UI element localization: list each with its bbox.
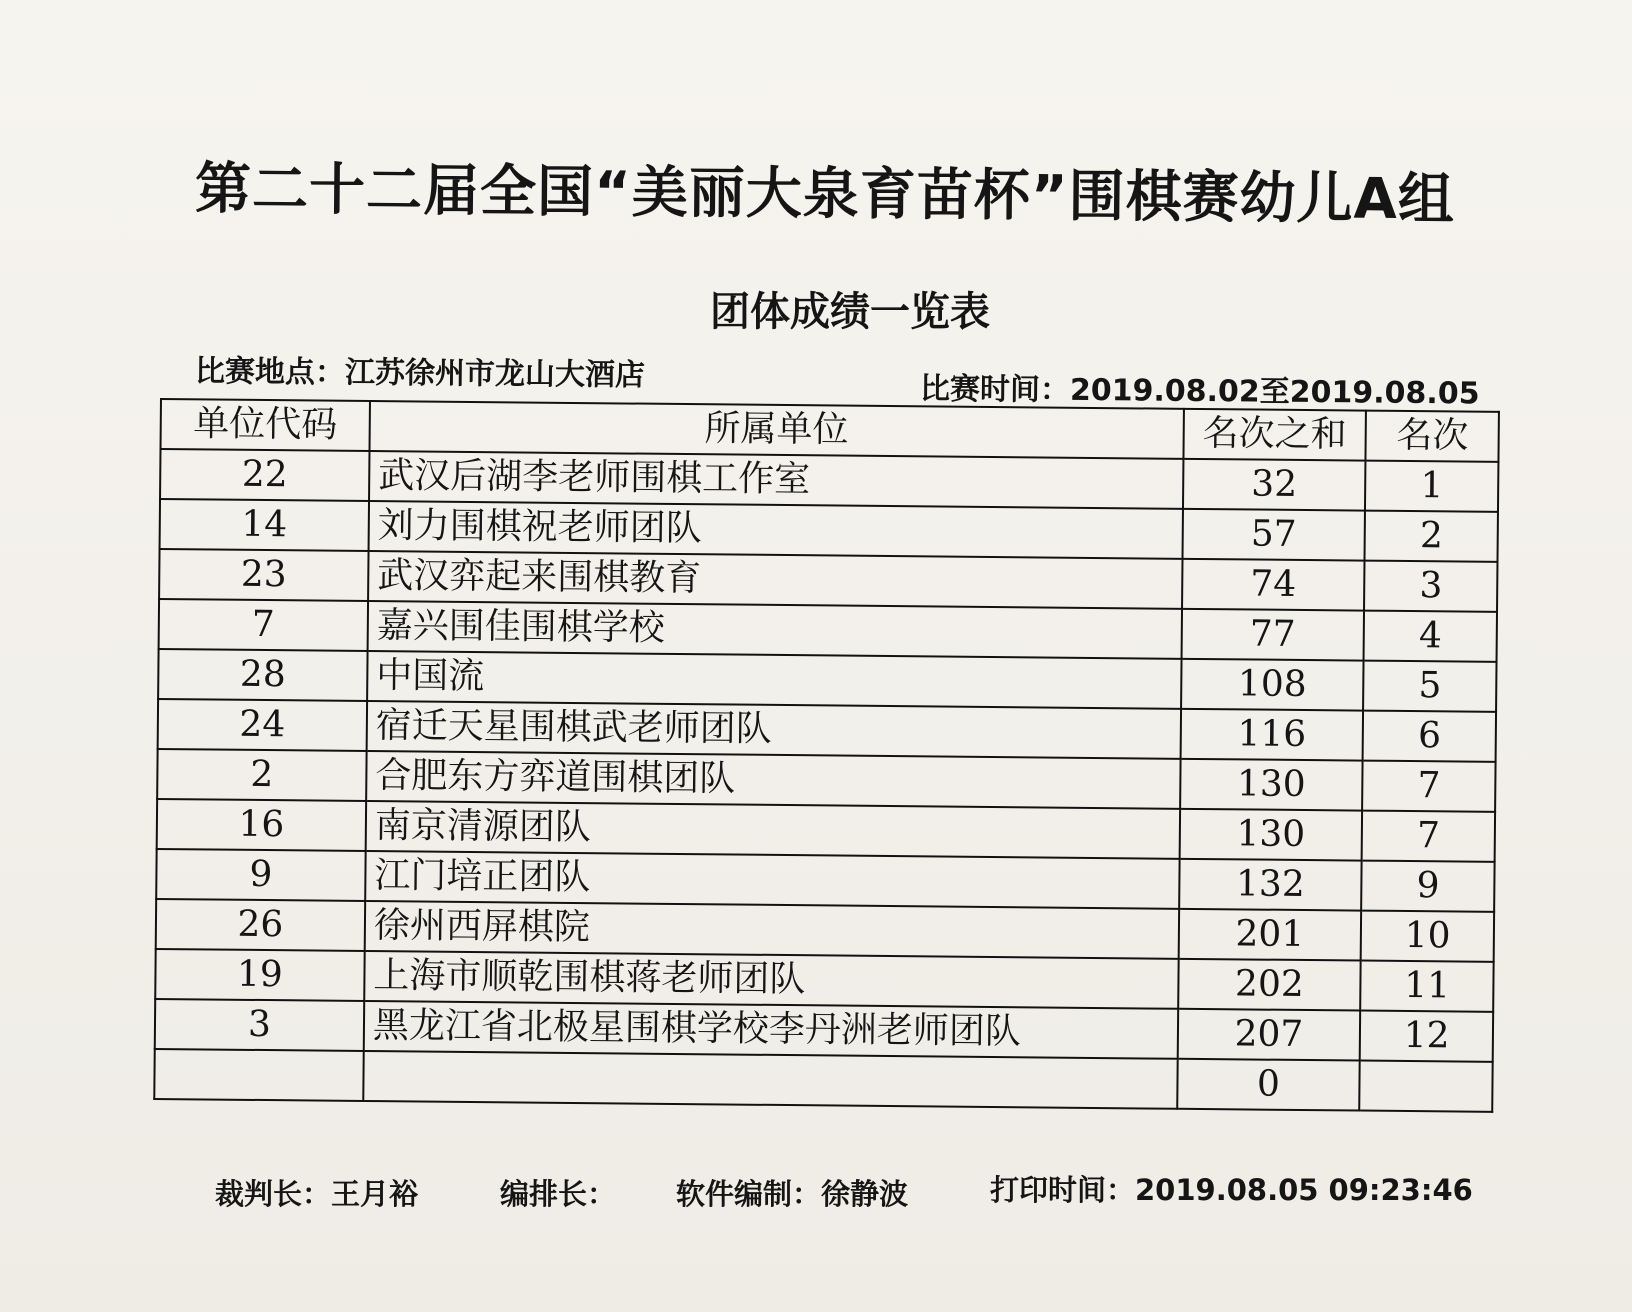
header-code: 单位代码 [161,399,370,451]
cell-rank-sum: 77 [1181,609,1364,661]
cell-unit: 江门培正团队 [365,851,1179,909]
cell-code: 2 [157,749,366,801]
cell-unit: 合肥东方弈道围棋团队 [366,751,1180,809]
cell-code: 26 [156,899,365,951]
cell-code: 19 [155,949,364,1001]
footer-print-time: 打印时间：2019.08.05 09:23:46 [990,1173,1473,1207]
cell-rank: 9 [1362,861,1495,912]
cell-unit: 中国流 [367,651,1181,709]
cell-rank: 7 [1362,761,1495,812]
cell-code [154,1049,363,1101]
footer-arranger: 编排长： [500,1177,617,1211]
cell-rank: 5 [1363,661,1496,712]
header-unit: 所属单位 [369,401,1183,459]
cell-code: 9 [156,849,365,901]
cell-code: 23 [159,549,368,601]
cell-rank: 6 [1363,711,1496,762]
cell-rank: 4 [1364,611,1497,662]
cell-unit: 宿迁天星围棋武老师团队 [367,701,1181,759]
cell-rank-sum: 202 [1178,959,1361,1011]
document-subtitle: 团体成绩一览表 [710,289,990,335]
cell-unit [363,1051,1177,1109]
cell-code: 24 [158,699,367,751]
cell-rank-sum: 201 [1178,909,1361,961]
venue-line: 比赛地点：江苏徐州市龙山大酒店 [194,354,646,393]
cell-rank-sum: 130 [1180,759,1363,811]
cell-rank: 7 [1362,811,1495,862]
cell-rank-sum: 0 [1177,1059,1360,1111]
cell-unit: 嘉兴围佳围棋学校 [368,601,1182,659]
cell-code: 3 [155,999,364,1051]
document-title: 第二十二届全国“美丽大泉育苗杯”围棋赛幼儿A组 [194,156,1456,233]
cell-rank-sum: 116 [1180,709,1363,761]
cell-rank-sum: 32 [1183,459,1366,511]
cell-rank: 3 [1364,561,1497,612]
cell-rank: 12 [1360,1011,1493,1062]
cell-code: 28 [158,649,367,701]
cell-rank: 2 [1365,511,1498,562]
results-table-wrap [153,398,1500,1113]
cell-unit: 徐州西屏棋院 [365,901,1179,959]
cell-rank-sum: 130 [1179,809,1362,861]
cell-rank-sum: 74 [1182,559,1365,611]
cell-rank: 11 [1361,961,1494,1012]
cell-rank [1360,1061,1493,1112]
cell-rank-sum: 132 [1179,859,1362,911]
time-line: 比赛时间：2019.08.02至2019.08.05 [919,371,1480,412]
cell-unit: 武汉后湖李老师围棋工作室 [369,451,1183,509]
results-table [153,398,1500,1113]
cell-code: 16 [157,799,366,851]
cell-unit: 刘力围棋祝老师团队 [368,501,1182,559]
cell-unit: 上海市顺乾围棋蒋老师团队 [364,951,1178,1009]
cell-rank-sum: 57 [1182,509,1365,561]
footer-software: 软件编制：徐静波 [676,1177,909,1211]
cell-unit: 南京清源团队 [366,801,1180,859]
cell-unit: 武汉弈起来围棋教育 [368,551,1182,609]
cell-code: 7 [159,599,368,651]
cell-rank: 10 [1361,911,1494,962]
cell-code: 22 [160,449,369,501]
footer-referee: 裁判长：王月裕 [215,1177,419,1211]
cell-unit: 黑龙江省北极星围棋学校李丹洲老师团队 [364,1001,1178,1059]
cell-code: 14 [160,499,369,551]
table-body [154,449,1498,1112]
cell-rank: 1 [1365,461,1498,512]
header-rank: 名次 [1366,411,1499,462]
header-rank-sum: 名次之和 [1183,409,1366,461]
cell-rank-sum: 108 [1181,659,1364,711]
cell-rank-sum: 207 [1177,1009,1360,1061]
